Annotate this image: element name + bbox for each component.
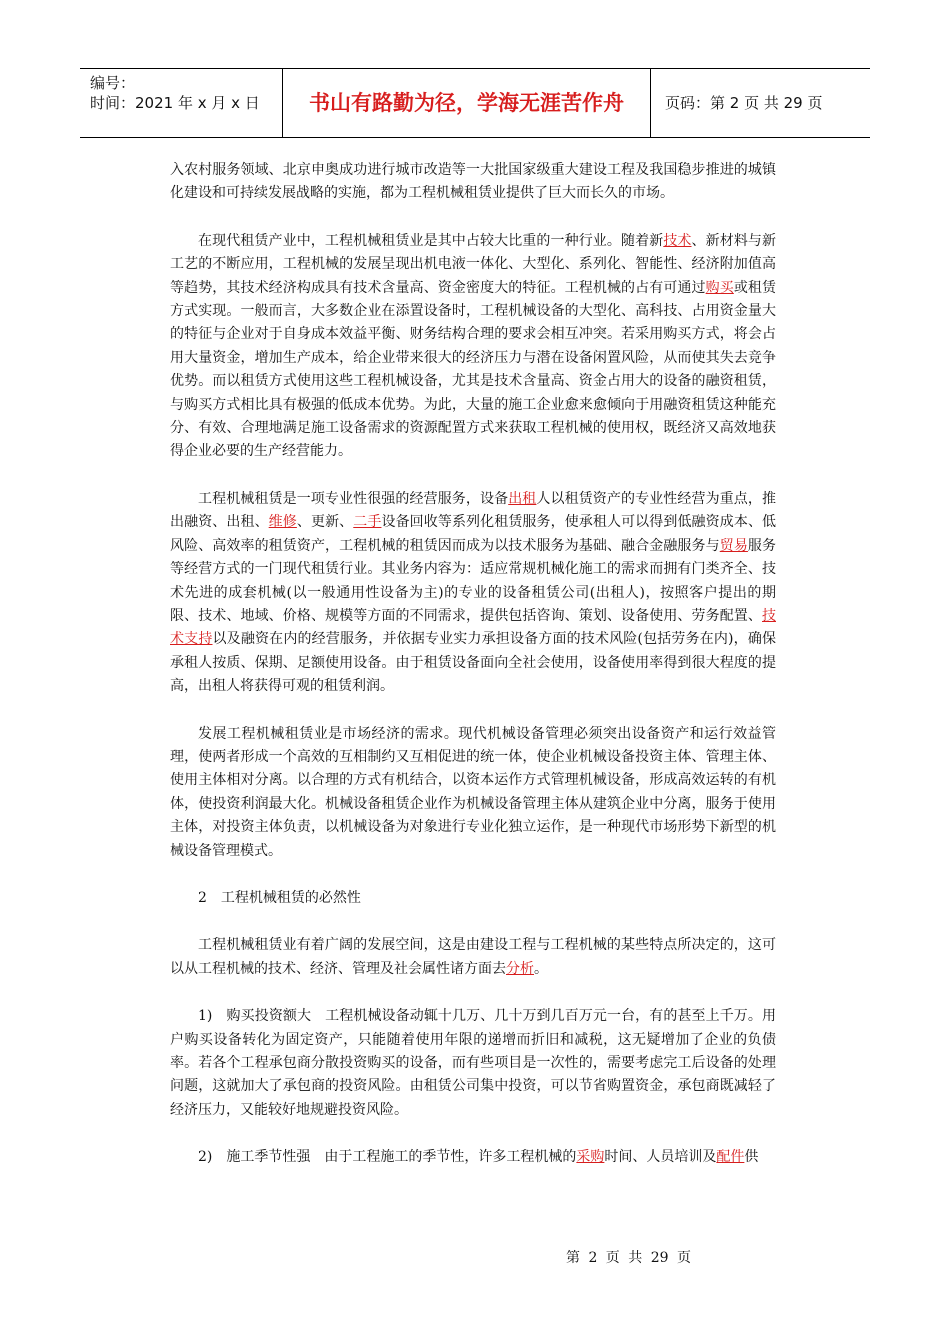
document-number: 编号： (90, 74, 136, 92)
link-technology[interactable]: 技术 (663, 232, 692, 249)
header-page-number: 页码：第 2 页 共 29 页 (665, 94, 823, 112)
link-procurement[interactable]: 采购 (576, 1149, 605, 1166)
document-body (170, 159, 776, 1194)
page-header (80, 68, 870, 138)
page-footer: 第 2 页 共 29 页 (566, 1250, 691, 1266)
link-repair[interactable]: 维修 (268, 514, 297, 531)
link-technical-support[interactable]: 技术支持 (170, 607, 776, 648)
link-rental[interactable]: 出租 (508, 490, 537, 507)
link-second-hand[interactable]: 二手 (353, 514, 382, 531)
paragraph-4: 发展工程机械租赁业是市场经济的需求。现代机械设备管理必须突出设备资产和运行效益管理，使两者形成一个高效的互相制约又互相促进的统一体，使企业机械设备投资主体、管理主体、使用主体相对分离。以合理的方式有机结合，以资本运作方式管理机械设备，形成高效运转的有机体，使投资利润最大化。机械设备租赁企业作为机械设备管理主体从建筑企业中分离，服务于使用主体，对投资主体负责，以机械设备为对象进行专业化独立运作，是一种现代市场形势下新型的机械设备管理模式。 (170, 725, 776, 859)
document-time: 时间：2021 年 x 月 x 日 (90, 94, 260, 112)
paragraph-3: 工程机械租赁是一项专业性很强的经营服务，设备出租人以租赁资产的专业性经营为重点，推出融资、出租、维修、更新、二手设备回收等系列化租赁服务，使承租人可以得到低融资成本、低风险、高效率的租赁资产，工程机械的租赁因而成为以技术服务为基础、融合金融服务与贸易服务等经营方式的一门现代租赁行业。其业务内容为：适应常规机械化施工的需求而拥有门类齐全、技术先进的成套机械(以一般通用性设备为主)的专业的设备租赁公司(出租人)，按照客户提出的期限、技术、地域、价格、规模等方面的不同需求，提供包括咨询、策划、设备使用、劳务配置、技术支持以及融资在内的经营服务，并依据专业实力承担设备方面的技术风险(包括劳务在内)，确保承租人按质、保期、足额使用设备。由于租赁设备面向全社会使用，设备使用率得到很大程度的提高，出租人将获得可观的租赁利润。 (170, 490, 777, 695)
link-trade[interactable]: 贸易 (719, 537, 748, 554)
link-analysis[interactable]: 分析 (506, 960, 534, 977)
paragraph-7: 1) 购买投资额大 工程机械设备动辄十几万、几十万到几百万元一台，有的甚至上千万。用户购买设备转化为固定资产，只能随着使用年限的递增而折旧和减税，这无疑增加了企业的负债率。若各个工程承包商分散投资购买的设备，而有些项目是一次性的，需要考虑完工后设备的处理问题，这就加大了承包商的投资风险。由租赁公司集中投资，可以节省购置资金，承包商既减轻了经济压力，又能较好地规避投资风险。 (170, 1008, 776, 1118)
paragraph-1: 入农村服务领域、北京申奥成功进行城市改造等一大批国家级重大建设工程及我国稳步推进的城镇化建设和可持续发展战略的实施，都为工程机械租赁业提供了巨大而长久的市场。 (170, 162, 776, 202)
link-parts[interactable]: 配件 (716, 1149, 745, 1166)
header-meta-cell (80, 69, 283, 137)
paragraph-2: 在现代租赁产业中，工程机械租赁业是其中占较大比重的一种行业。随着新技术、新材料与新工艺的不断应用，工程机械的发展呈现出机电液一体化、大型化、系列化、智能性、经济附加值高等趋势，其技术经济构成具有技术含量高、资金密度大的特征。工程机械的占有可通过购买或租赁方式实现。一般而言，大多数企业在添置设备时，工程机械设备的大型化、高科技、占用资金量大的特征与企业对于自身成本效益平衡、财务结构合理的要求会相互冲突。若采用购买方式，将会占用大量资金，增加生产成本，给企业带来很大的经济压力与潜在设备闲置风险，从而使其失去竞争优势。而以租赁方式使用这些工程机械设备，尤其是技术含量高、资金占用大的设备的融资租赁，与购买方式相比具有极强的低成本优势。为此，大量的施工企业愈来愈倾向于用融资租赁这种能充分、有效、合理地满足施工设备需求的资源配置方式来获取工程机械的使用权，既经济又高效地获得企业必要的生产经营能力。 (170, 232, 777, 460)
paragraph-8: 2) 施工季节性强 由于工程施工的季节性，许多工程机械的采购时间、人员培训及配件供 (198, 1149, 759, 1166)
link-purchase[interactable]: 购买 (705, 279, 734, 296)
paragraph-6: 工程机械租赁业有着广阔的发展空间，这是由建设工程与工程机械的某些特点所决定的，这可以从工程机械的技术、经济、管理及社会属性诸方面去分析。 (170, 937, 776, 977)
header-motto: 书山有路勤为径，学海无涯苦作舟 (283, 69, 651, 137)
section-heading: 2 工程机械租赁的必然性 (198, 889, 361, 906)
